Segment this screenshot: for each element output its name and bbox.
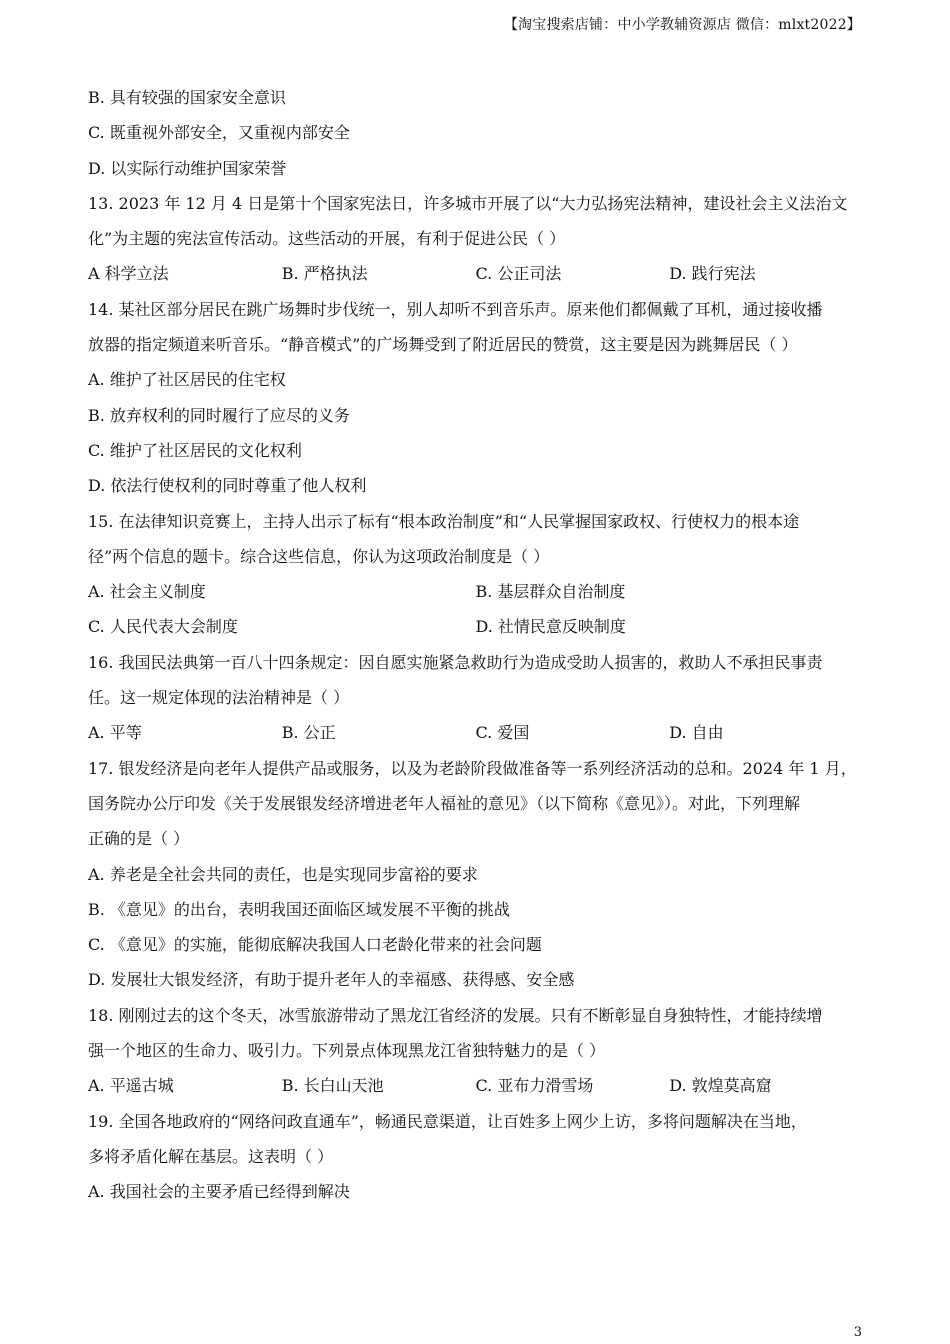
answer-option: A. 平遥古城 [88,1076,174,1096]
answer-option: B. 长白山天池 [281,1076,384,1096]
text-line: 强一个地区的生命力、吸引力。下列景点体现黑龙江省独特魅力的是（ ） [88,1041,606,1061]
text-line: D. 以实际行动维护国家荣誉 [88,158,287,178]
option-row [88,715,863,750]
text-line: C. 既重视外部安全，又重视内部安全 [88,123,350,143]
text-line: 多将矛盾化解在基层。这表明（ ） [88,1146,334,1166]
answer-option: C. 亚布力滑雪场 [475,1076,594,1096]
text-line: 13. 2023 年 12 月 4 日是第十个国家宪法日，许多城市开展了以“大力弘扬宪法精神，建设社会主义法治文 [88,193,848,213]
text-line: B. 具有较强的国家安全意识 [88,88,286,107]
text-line: 15. 在法律知识竞赛上，主持人出示了标有“根本政治制度”和“人民掌握国家政权、行使权力的根本途 [88,511,800,531]
answer-option: B. 严格执法 [281,264,368,284]
answer-option: B. 基层群众自治制度 [475,582,626,602]
answer-option: D. 自由 [669,723,724,743]
text-line: A. 维护了社区居民的住宅权 [88,370,286,390]
text-line: A. 养老是全社会共同的责任，也是实现同步富裕的要求 [88,864,478,884]
answer-option: A 科学立法 [88,264,169,284]
answer-option: B. 公正 [281,723,336,743]
answer-option: C. 爱国 [475,723,530,743]
answer-option: A. 平等 [88,723,142,743]
answer-option: D. 社情民意反映制度 [475,617,626,637]
text-line: 19. 全国各地政府的“网络问政直通车”，畅通民意渠道，让百姓多上网少上访，多将问题解决在当地， [88,1111,807,1131]
text-line: B. 《意见》的出台，表明我国还面临区域发展不平衡的挑战 [88,899,510,919]
text-line: A. 我国社会的主要矛盾已经得到解决 [88,1182,350,1202]
option-row [88,574,863,609]
text-line: C. 《意见》的实施，能彻底解决我国人口老龄化带来的社会问题 [88,935,542,955]
text-line: 18. 刚刚过去的这个冬天，冰雪旅游带动了黑龙江省经济的发展。只有不断彰显自身独特性，才能持续增 [88,1005,823,1025]
page-header: 【淘宝搜索店铺：中小学教辅资源店 微信：mlxt2022】 [503,17,861,33]
text-line: 17. 银发经济是向老年人提供产品或服务，以及为老龄阶段做准备等一系列经济活动的总和。2024 年 1 月， [88,758,857,778]
text-line: 16. 我国民法典第一百八十四条规定：因自愿实施紧急救助行为造成受助人损害的，救助人不承担民事责 [88,652,823,672]
text-line: 径”两个信息的题卡。综合这些信息，你认为这项政治制度是（ ） [88,546,550,566]
text-line: 14. 某社区部分居民在跳广场舞时步伐统一，别人却听不到音乐声。原来他们都佩戴了耳机，通过接收播 [88,299,823,319]
answer-option: A. 社会主义制度 [88,582,206,602]
text-line: 放器的指定频道来听音乐。“静音模式”的广场舞受到了附近居民的赞赏，这主要是因为跳舞居民（ ） [88,335,798,355]
document-body [88,80,863,1210]
text-line: 国务院办公厅印发《关于发展银发经济增进老年人福祉的意见》（以下简称《意见》）。对此，下列理解 [88,793,801,813]
text-line: C. 维护了社区居民的文化权利 [88,440,302,460]
text-line: 化”为主题的宪法宣传活动。这些活动的开展，有利于促进公民（ ） [88,229,566,249]
answer-option: C. 公正司法 [475,264,562,284]
text-line: B. 放弃权利的同时履行了应尽的义务 [88,405,350,425]
answer-option: D. 践行宪法 [669,264,756,284]
option-row [88,256,863,291]
answer-option: D. 敦煌莫高窟 [669,1076,772,1096]
option-row [88,609,863,644]
text-line: D. 发展壮大银发经济，有助于提升老年人的幸福感、获得感、安全感 [88,970,575,990]
option-row [88,1068,863,1103]
text-line: 任。这一规定体现的法治精神是（ ） [88,688,350,708]
text-line: 正确的是（ ） [88,829,190,849]
answer-option: C. 人民代表大会制度 [88,617,238,637]
page-number: 3 [853,1325,862,1340]
text-line: D. 依法行使权利的同时尊重了他人权利 [88,476,367,496]
